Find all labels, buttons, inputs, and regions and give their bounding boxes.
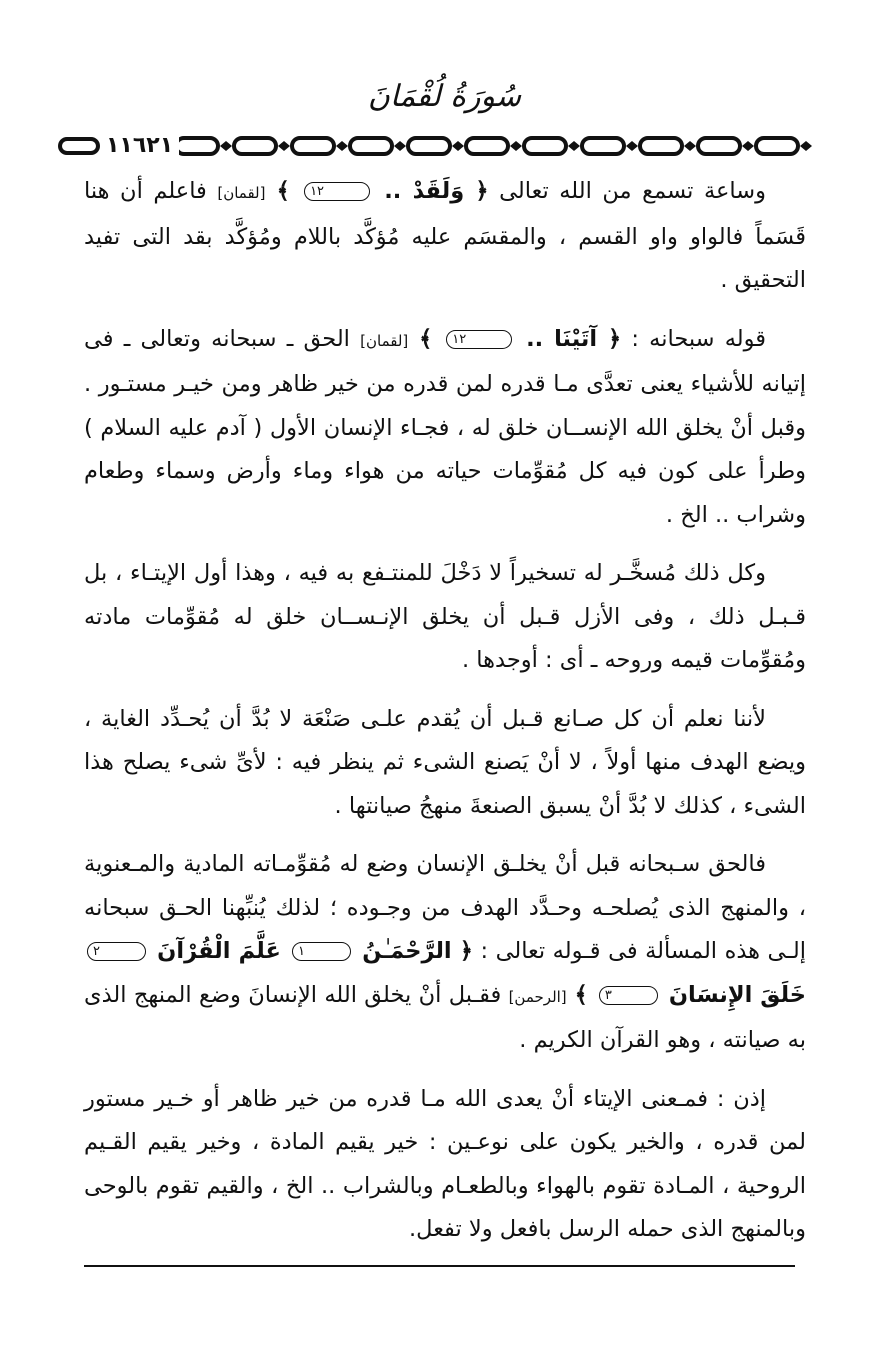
verse-number-marker: ١٢ <box>446 330 512 349</box>
quran-quote: ﴾ <box>566 981 596 1008</box>
footer-rule <box>84 1265 795 1267</box>
quran-quote: ﴾ <box>265 178 302 204</box>
surah-title: سُورَةُ لُقْمَانَ <box>367 79 522 114</box>
paragraph <box>84 698 806 829</box>
quran-quote: خَلَقَ الإِنسَانَ <box>660 981 806 1008</box>
verse-number-marker: ٢ <box>87 942 146 961</box>
body-text <box>84 170 806 1267</box>
quran-quote: ﴿ آتَيْنَا .. <box>515 325 622 352</box>
paragraph-text: الحق ـ سبحانه وتعالى ـ فى إتيانه للأشياء يعنى تعدَّى مـا قدره لمن قدره من خير ظاهر ومن خيـر مستـور . وقبل أنْ يخلق الله الإنســان خلق له ، فجـاء الإنسان الأول ( آدم عليه السلام ) وطرأ على كون فيه كل مُقوِّمات حياته من هواء وماء وأرض وسماء وطعام وشراب .. الخ . <box>84 325 806 528</box>
paragraph <box>84 843 806 1063</box>
paragraph-text: إذن : فمـعنى الإيتاء أنْ يعدى الله مـا قدره من خير ظاهر أو خـير مستور لمن قدره ، والخير يكون على نوعـين : خير يقيم المادة ، وخير يقيم القـيم الروحية ، المـادة تقوم بالهواء وبالطعـام وبالشراب .. الخ ، والقيم تقوم بالوحى وبالمنهج الذى حمله الرسل بافعل ولا تفعل. <box>84 1085 806 1242</box>
paragraph-text: قوله سبحانه : <box>621 325 766 352</box>
surah-reference: [لقمان] <box>217 184 266 202</box>
verse-number-marker: ١٢ <box>304 182 370 201</box>
page-header <box>60 72 829 122</box>
paragraph-text: وكل ذلك مُسخَّـر له تسخيراً لا دَخْلَ للمنتـفع به فيه ، وهذا أول الإيتـاء ، بل قـبـل ذلك ، وفى الأزل قـبل أن يخلق الإنـســان خلق له مُقوِّمات مادته ومُقوِّمات قيمه وروحه ـ أى : أوجدها . <box>84 560 806 673</box>
verse-number-marker: ٣ <box>599 986 658 1005</box>
quran-quote: ﴾ <box>408 325 444 352</box>
surah-reference: [لقمان] <box>360 331 409 350</box>
page-number: ١١٦٢١ <box>100 128 179 164</box>
ornament-band <box>58 128 832 164</box>
quran-quote: عَلَّمَ الْقُرْآنَ <box>148 938 290 964</box>
paragraph-text: فالحق سـبحانه قبل أنْ يخلـق الإنسان وضع له مُقوِّمـاته المادية والمـعنوية ، والمنهج الذى يُصلحـه وحـدَّد الهدف من وجـوده ؛ لذلك يُنبِّهنا الحـق سبحانه إلـى هذه المسألة فى قـوله تعالى : <box>84 851 806 964</box>
paragraph-text: وساعة تسمع من الله تعالى <box>488 178 766 204</box>
paragraph-text: فاعلم أن هنا قَسَماً فالواو واو القسم ، والمقسَم عليه مُؤكَّد باللام ومُؤكَّد بقد التى تفيد التحقيق . <box>84 178 806 293</box>
surah-reference: [الرحمن] <box>508 987 567 1006</box>
paragraph <box>84 1078 806 1252</box>
paragraph-text: لأننا نعلم أن كل صـانع قـبل أن يُقدم علـى صَنْعَة لا بُدَّ أن يُحـدِّد الغاية ، ويضع الهدف منها أولاً ، لا أنْ يَصنع الشىء ثم ينظر فيه : لأىِّ شىء يصلح هذا الشىء ، كذلك لا بُدَّ أنْ يسبق الصنعةَ منهجُ صيانتها . <box>84 705 806 819</box>
paragraph <box>84 318 806 538</box>
quran-quote: ﴿ الرَّحْمَـٰنُ <box>354 938 473 964</box>
quran-quote: ﴿ وَلَقَدْ .. <box>373 178 489 204</box>
paragraph <box>84 170 806 303</box>
paragraph-text: فقـبل أنْ يخلق الله الإنسانَ وضع المنهج الذى به صيانته ، وهو القرآن الكريم . <box>84 981 806 1053</box>
paragraph <box>84 552 806 683</box>
verse-number-marker: ١ <box>292 942 351 961</box>
